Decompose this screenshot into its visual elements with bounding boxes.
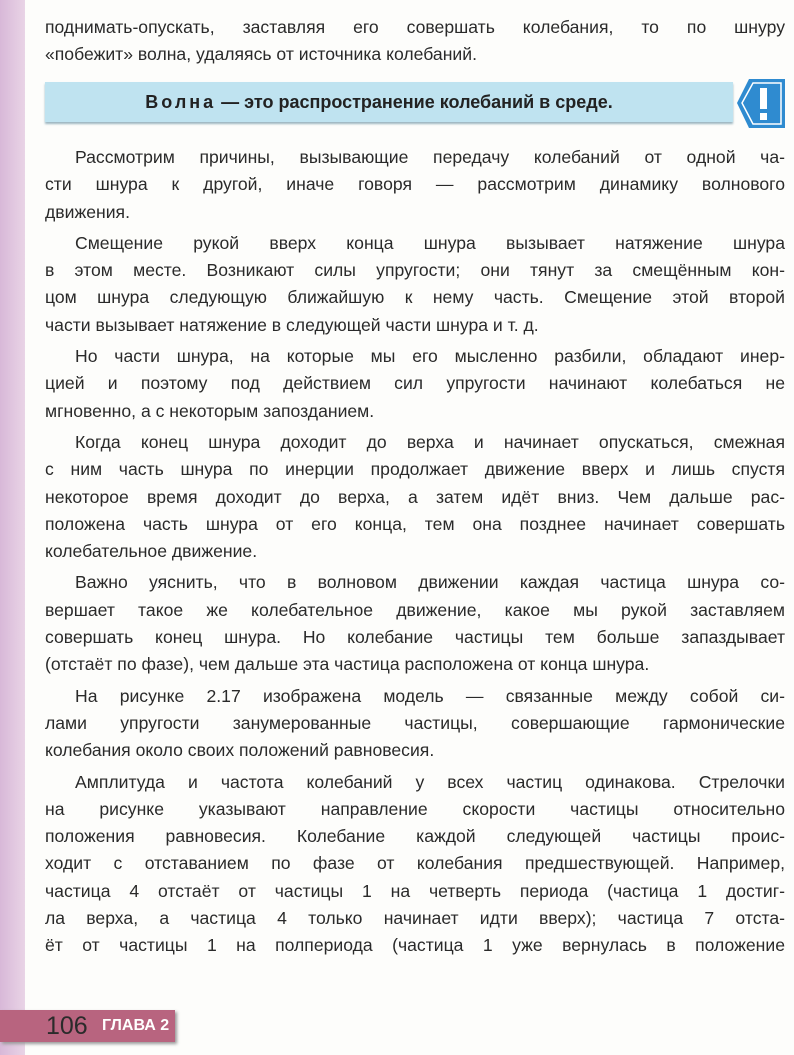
text-line: На рисунке 2.17 изображена модель — связанные между собой си- [75, 685, 785, 706]
text-line: ходит с отставанием по фазе от колебания предшествующей. Например, [45, 853, 785, 874]
text-line: Но части шнура, на которые мы его мысленно разбили, обладают инер- [75, 346, 785, 367]
paragraph [45, 343, 785, 425]
paragraph [45, 569, 785, 678]
text-line: (отстаёт по фазе), чем дальше эта частица расположена от конца шнура. [45, 654, 650, 675]
text-line: вершает такое же колебательное движение, какое мы рукой заставляем [45, 599, 785, 620]
text-line: колебательное движение. [45, 541, 258, 562]
text-line: части вызывает натяжение в следующей части шнура и т. д. [45, 314, 539, 335]
text-line: положения равновесия. Колебание каждой следующей частицы проис- [45, 826, 785, 847]
text-line: ёт от частицы 1 на полпериода (частица 1 уже вернулась в положение [45, 935, 785, 956]
body-text [45, 144, 785, 964]
text-line: в этом месте. Возникают силы упругости; они тянут за смещённым кон- [45, 260, 785, 281]
chapter-label: ГЛАВА 2 [102, 1017, 170, 1034]
text-line: мгновенно, а с некоторым запозданием. [45, 400, 375, 421]
paragraph [45, 429, 785, 565]
page-number: 106 [46, 1012, 88, 1040]
text-line: Важно уяснить, что в волновом движении каждая частица шнура со- [75, 572, 785, 593]
definition-body: — это распространение колебаний в среде. [216, 91, 613, 112]
paragraph [45, 683, 785, 765]
text-line: Когда конец шнура доходит до верха и начинает опускаться, смежная [75, 431, 785, 452]
definition-term: Волна [145, 91, 217, 112]
text-line: на рисунке указывают направление скорости частицы относительно [45, 798, 785, 819]
page-edge-strip [0, 0, 25, 1055]
text-line: цом шнура следующую ближайшую к нему часть. Смещение этой второй [45, 287, 785, 308]
page-footer [0, 1010, 175, 1042]
text-line: Рассмотрим причины, вызывающие передачу колебаний от одной ча- [75, 147, 785, 167]
definition-box [45, 82, 733, 122]
paragraph [45, 769, 785, 960]
exclamation-icon [735, 76, 785, 131]
text-line: Смещение рукой вверх конца шнура вызывает натяжение шнура [75, 232, 785, 253]
text-line: частица 4 отстаёт от частицы 1 на четверть периода (частица 1 достиг- [45, 880, 785, 901]
text-line: некоторое время доходит до верха, а затем идёт вниз. Чем дальше рас- [45, 486, 785, 507]
text-line: движения. [45, 201, 130, 222]
text-line: колебания около своих положений равновесия. [45, 740, 435, 761]
text-line: совершать конец шнура. Но колебание частицы тем больше запаздывает [45, 627, 785, 648]
text-line: с ним часть шнура по инерции продолжает движение вверх и лишь спустя [45, 459, 785, 480]
text-line: поднимать-опускать, заставляя его совершать колебания, то по шнуру [45, 17, 785, 37]
text-line: «побежит» волна, удаляясь от источника колебаний. [45, 44, 477, 65]
paragraph [45, 144, 785, 226]
definition-text [145, 92, 612, 113]
text-line: лами упругости занумерованные частицы, совершающие гармонические [45, 712, 785, 733]
text-line: сти шнура к другой, иначе говоря — рассмотрим динамику волнового [45, 174, 785, 195]
text-line: цией и поэтому под действием сил упругости начинают колебаться не [45, 373, 785, 394]
text-line: положена часть шнура от его конца, тем она позднее начинает совершать [45, 513, 785, 534]
intro-text [45, 14, 785, 69]
text-line: ла верха, а частица 4 только начинает идти вверх); частица 7 отста- [45, 908, 785, 929]
text-line: Амплитуда и частота колебаний у всех частиц одинакова. Стрелочки [75, 771, 785, 792]
paragraph [45, 230, 785, 339]
